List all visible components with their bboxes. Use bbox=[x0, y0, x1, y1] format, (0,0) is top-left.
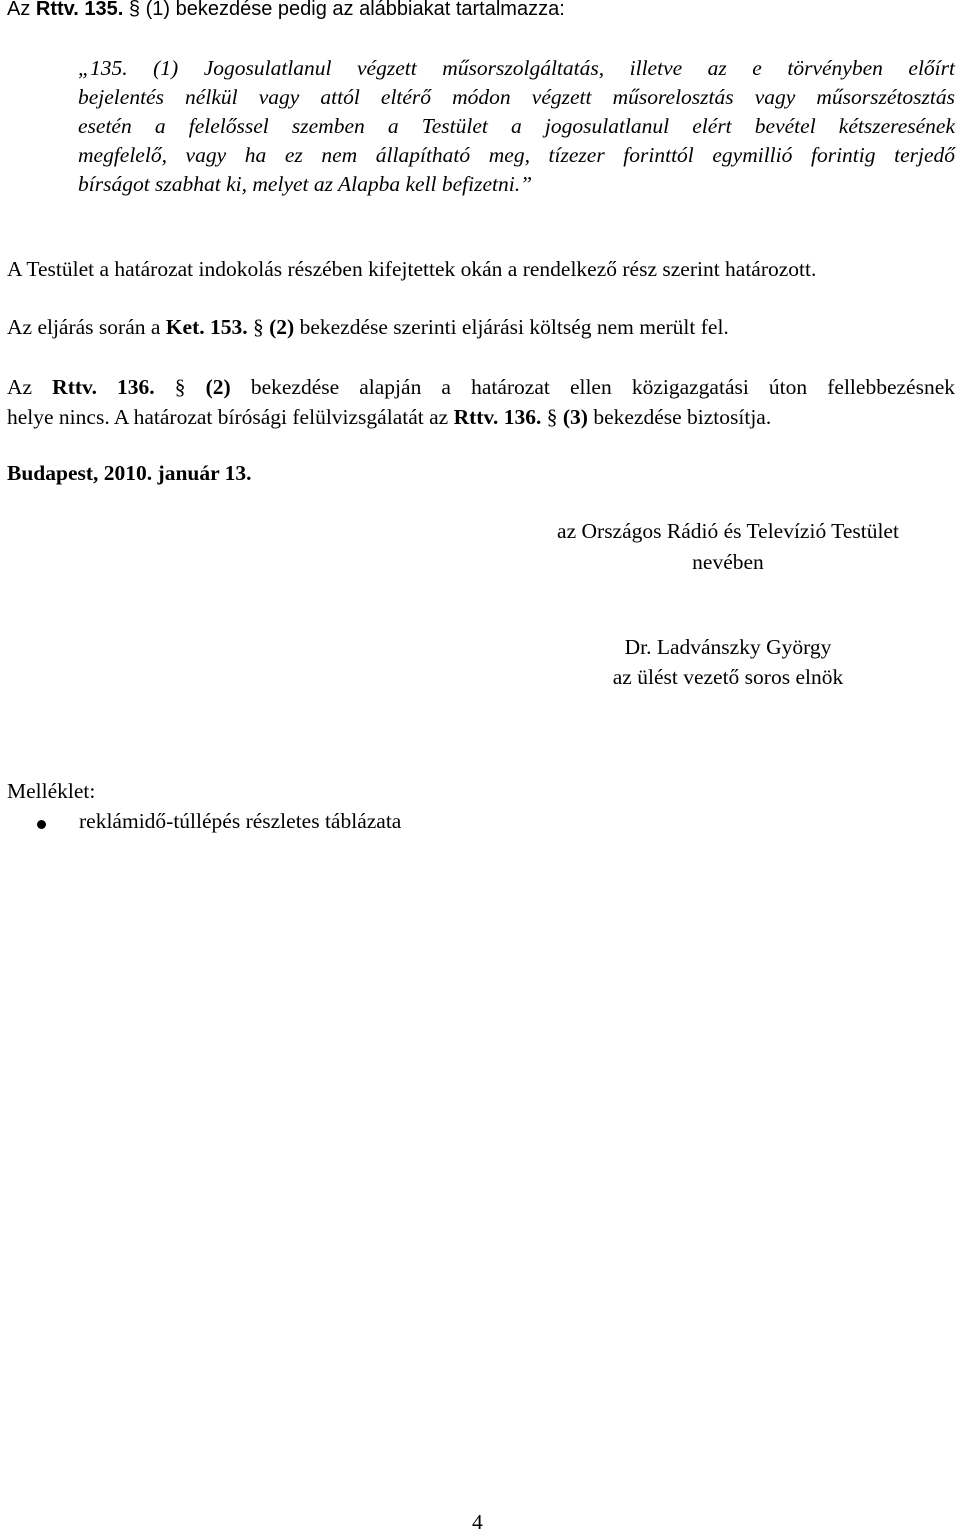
decision-paragraph: A Testület a határozat indokolás részében kifejtettek okán a rendelkező rész szerint határozott. bbox=[7, 257, 817, 281]
bullet-icon bbox=[37, 820, 46, 829]
quote-line: bírságot szabhat ki, melyet az Alapba kell befizetni.” bbox=[78, 172, 533, 196]
quote-line: esetén a felelőssel szemben a Testület a jogosulatlanul elért bevétel kétszeresének bbox=[78, 114, 955, 138]
signature-body bbox=[505, 516, 951, 578]
law-reference: Ket. 153. bbox=[165, 315, 248, 339]
page-number: 4 bbox=[472, 1510, 483, 1534]
law-reference: Rttv. 135. bbox=[35, 0, 124, 20]
signatory-role: az ülést vezető soros elnök bbox=[612, 665, 844, 689]
date-line: Budapest, 2010. január 13. bbox=[7, 461, 252, 485]
quote-line: „135. (1) Jogosulatlanul végzett műsorszolgáltatás, illetve az e törvényben előírt bbox=[78, 56, 955, 80]
signing-body-suffix: nevében bbox=[692, 550, 764, 574]
signature-person bbox=[505, 632, 951, 692]
law-reference: Rttv. 136. bbox=[453, 405, 542, 429]
appeal-line: Az Rttv. 136. § (2) bekezdése alapján a határozat ellen közigazgatási úton fellebbezésnek bbox=[7, 375, 955, 399]
intro-line: Az Rttv. 135. § (1) bekezdése pedig az alábbiakat tartalmazza: bbox=[7, 0, 565, 20]
quoted-statute bbox=[78, 54, 955, 199]
quote-line: megfelelő, vagy ha ez nem állapítható meg, tízezer forinttól egymillió forintig terjedő bbox=[78, 143, 955, 167]
attachment-label: Melléklet: bbox=[7, 779, 96, 803]
signatory-name: Dr. Ladvánszky György bbox=[624, 635, 832, 659]
cost-paragraph: Az eljárás során a Ket. 153. § (2) bekezdése szerinti eljárási költség nem merült fel. bbox=[7, 315, 729, 339]
signing-body: az Országos Rádió és Televízió Testület bbox=[557, 519, 899, 543]
appeal-paragraph bbox=[7, 372, 955, 432]
quote-line: bejelentés nélkül vagy attól eltérő módon végzett műsorelosztás vagy műsorszétosztás bbox=[78, 85, 955, 109]
attachment-item: reklámidő-túllépés részletes táblázata bbox=[79, 809, 402, 833]
law-reference: Rttv. 136. bbox=[52, 375, 155, 399]
appeal-line: helye nincs. A határozat bírósági felülvizsgálatát az Rttv. 136. § (3) bekezdése biztosítja. bbox=[7, 405, 772, 429]
